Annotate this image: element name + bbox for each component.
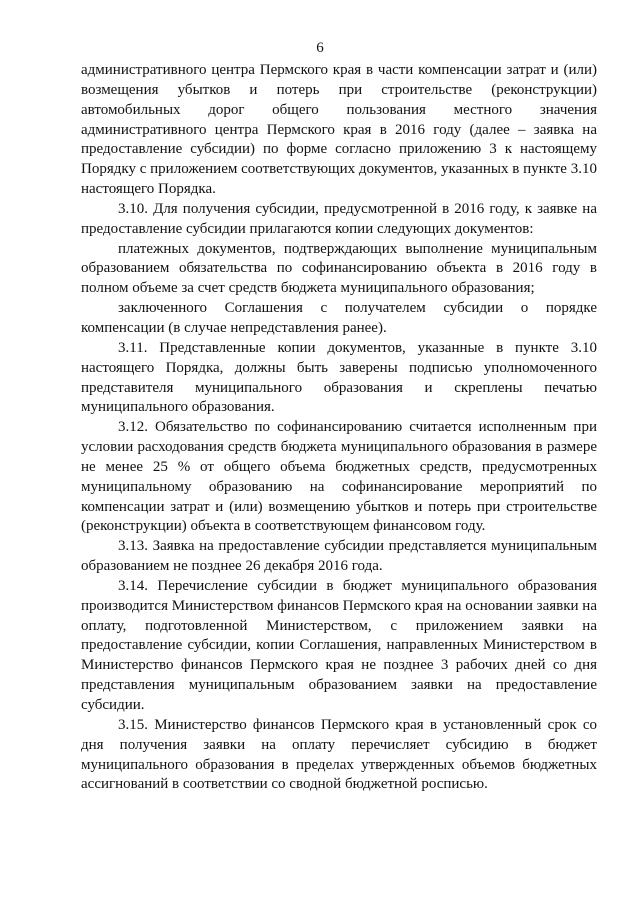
paragraph-agreement: заключенного Соглашения с получателем субсидии о порядке компенсации (в случае непредставления ранее). [81, 300, 597, 336]
paragraph-3-12: 3.12. Обязательство по софинансированию считается исполненным при условии расходования средств бюджета муниципального образования в размере не менее 25 % от общего объема бюджетных средств, предусмотренных муниципальному образованию на софинансирование мероприятий по компенсации затрат и (или) возмещению убытков и потерь при строительстве (реконструкции) объекта в соответствующем финансовом году. [81, 419, 597, 535]
paragraph-continuation: административного центра Пермского края в части компенсации затрат и (или) возмещения убытков и потерь при строительстве (реконструкции) автомобильных дорог общего пользования местного значения административного центра Пермского края в 2016 году (далее – заявка на предоставление субсидии) по форме согласно приложению 3 к настоящему Порядку с приложением соответствующих документов, указанных в пункте 3.10 настоящего Порядка. [81, 62, 597, 198]
paragraph-3-14: 3.14. Перечисление субсидии в бюджет муниципального образования производится Министерством финансов Пермского края на основании заявки на оплату, подготовленной Министерством, с приложением заявки на предоставление субсидии, копии Соглашения, направленных Министерством в Министерство финансов Пермского края не позднее 3 рабочих дней со дня представления муниципальным образованием заявки на предоставление субсидии. [81, 577, 597, 713]
page-number: 6 [316, 40, 324, 56]
paragraph-3-13: 3.13. Заявка на предоставление субсидии представляется муниципальным образованием не позднее 26 декабря 2016 года. [81, 538, 597, 575]
paragraph-3-10: 3.10. Для получения субсидии, предусмотренной в 2016 году, к заявке на предоставление субсидии прилагаются копии следующих документов: [81, 200, 597, 237]
paragraph-payment-documents: платежных документов, подтверждающих выполнение муниципальным образованием обязательства по софинансированию объекта в 2016 году в полном объеме за счет средств бюджета муниципального образования; [81, 240, 597, 297]
paragraph-3-15: 3.15. Министерство финансов Пермского края в установленный срок со дня получения заявки на оплату перечисляет субсидию в бюджет муниципального образования в пределах утвержденных объемов бюджетных ассигнований в соответствии со сводной бюджетной росписью. [81, 716, 597, 793]
paragraph-3-11: 3.11. Представленные копии документов, указанные в пункте 3.10 настоящего Порядка, должны быть заверены подписью уполномоченного представителя муниципального образования и скреплены печатью муниципального образования. [81, 339, 597, 416]
document-body [81, 61, 597, 795]
